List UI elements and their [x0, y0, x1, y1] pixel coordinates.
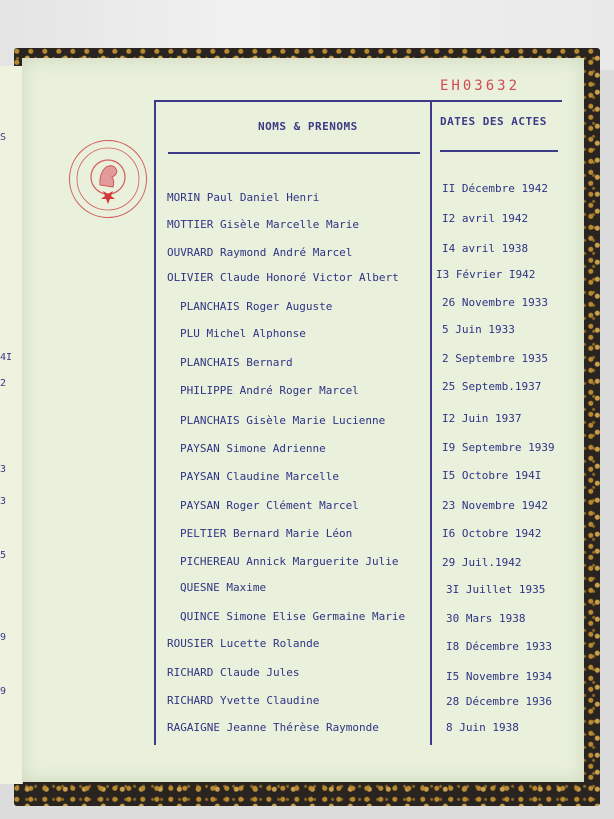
entry-date: I6 Octobre 1942 [442, 527, 542, 540]
entry-name: PICHEREAU Annick Marguerite Julie [180, 555, 399, 568]
entry-name: PLANCHAIS Gisèle Marie Lucienne [180, 414, 386, 427]
left-page-fragment: S [0, 132, 7, 143]
entry-name: MORIN Paul Daniel Henri [167, 191, 320, 204]
header-top-rule [154, 100, 562, 102]
entry-name: PLU Michel Alphonse [180, 327, 306, 340]
entry-date: 26 Novembre 1933 [442, 296, 548, 309]
left-page-fragment: 3 [0, 496, 7, 507]
names-column-header: NOMS & PRENOMS [258, 120, 358, 133]
entry-name: RAGAIGNE Jeanne Thérèse Raymonde [167, 721, 379, 734]
entry-name: PELTIER Bernard Marie Léon [180, 527, 353, 540]
entry-date: I5 Octobre 194I [442, 469, 542, 482]
entry-name: PHILIPPE André Roger Marcel [180, 384, 359, 397]
register-number: EH03632 [440, 78, 521, 94]
left-page-fragment: 2 [0, 378, 7, 389]
entry-date: 23 Novembre 1942 [442, 499, 548, 512]
names-header-underline [168, 152, 420, 154]
entry-date: I9 Septembre 1939 [442, 441, 555, 454]
left-page-edge [0, 66, 23, 784]
entry-date: I3 Février I942 [436, 268, 536, 281]
left-page-fragment: 5 [0, 550, 7, 561]
entry-name: RICHARD Yvette Claudine [167, 694, 320, 707]
entry-name: OUVRARD Raymond André Marcel [167, 246, 353, 259]
entry-date: 28 Décembre 1936 [446, 695, 552, 708]
entry-date: I4 avril 1938 [442, 242, 529, 255]
entry-name: OLIVIER Claude Honoré Victor Albert [167, 271, 399, 284]
entry-name: RICHARD Claude Jules [167, 666, 300, 679]
entry-date: 3I Juillet 1935 [446, 583, 546, 596]
entry-name: PAYSAN Roger Clément Marcel [180, 499, 359, 512]
entry-name: QUINCE Simone Elise Germaine Marie [180, 610, 406, 623]
entry-name: PLANCHAIS Bernard [180, 356, 293, 369]
seal-icon [70, 141, 146, 217]
entry-date: 29 Juil.1942 [442, 556, 522, 569]
entry-name: PAYSAN Simone Adrienne [180, 442, 326, 455]
entry-name: MOTTIER Gisèle Marcelle Marie [167, 218, 360, 231]
entry-name: PAYSAN Claudine Marcelle [180, 470, 339, 483]
entry-date: 5 Juin 1933 [442, 323, 515, 336]
column-divider-rule [430, 100, 432, 745]
dates-header-underline [440, 150, 558, 152]
entry-date: 25 Septemb.1937 [442, 380, 542, 393]
entry-date: I8 Décembre 1933 [446, 640, 552, 653]
civil-registry-stamp [69, 140, 147, 218]
entry-date: 2 Septembre 1935 [442, 352, 548, 365]
left-page-fragment: 9 [0, 632, 7, 643]
entry-name: QUESNE Maxime [180, 581, 267, 594]
entry-date: 8 Juin 1938 [446, 721, 519, 734]
left-column-rule [154, 100, 156, 745]
entry-date: 30 Mars 1938 [446, 612, 526, 625]
register-page [22, 58, 584, 782]
entry-name: ROUSIER Lucette Rolande [167, 637, 320, 650]
left-page-fragment: 9 [0, 686, 7, 697]
entry-name: PLANCHAIS Roger Auguste [180, 300, 333, 313]
entry-date: I2 Juin 1937 [442, 412, 522, 425]
dates-column-header: DATES DES ACTES [440, 115, 547, 128]
left-page-fragment: 4I [0, 352, 13, 363]
left-page-fragment: 3 [0, 464, 7, 475]
entry-date: I5 Novembre 1934 [446, 670, 552, 683]
entry-date: II Décembre 1942 [442, 182, 548, 195]
entry-date: I2 avril 1942 [442, 212, 529, 225]
